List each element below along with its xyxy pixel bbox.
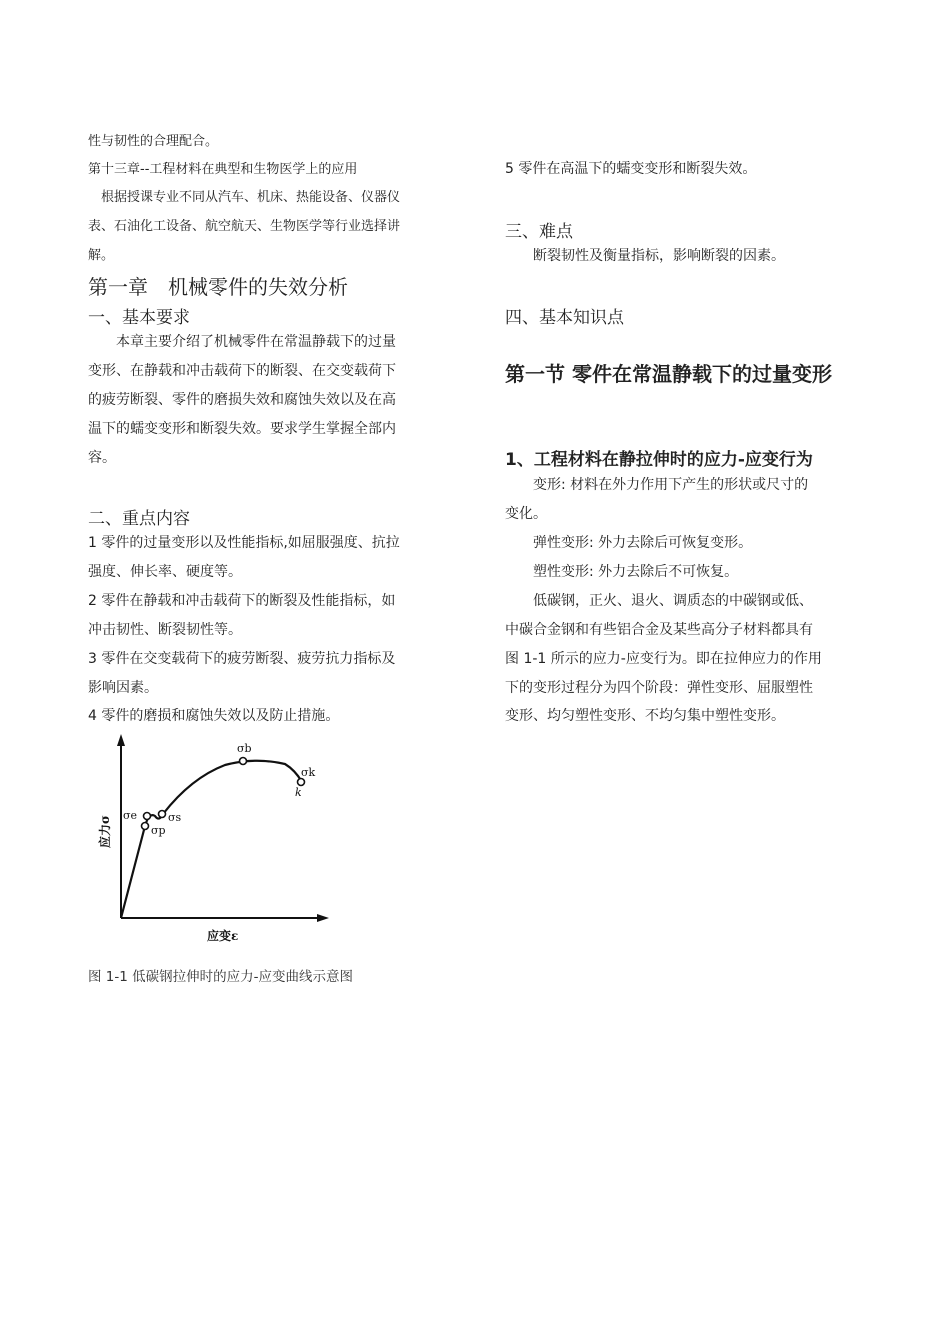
paragraph-line: 变化。: [505, 506, 547, 522]
list-item-line: 1 零件的过量变形以及性能指标,如屈服强度、抗拉: [88, 535, 400, 551]
point-b: [240, 758, 247, 765]
y-axis-label: 应力σ: [98, 815, 112, 848]
paragraph-line: 低碳钢，正火、退火、调质态的中碳钢或低、: [505, 593, 813, 609]
paragraph-line: 容。: [88, 450, 116, 466]
paragraph-line: 的疲劳断裂、零件的磨损失效和腐蚀失效以及在高: [88, 392, 396, 408]
paragraph-line: 变形: 材料在外力作用下产生的形状或尺寸的: [505, 477, 809, 493]
paragraph-line: 温下的蠕变变形和断裂失效。要求学生掌握全部内: [88, 421, 396, 437]
point-e: [144, 813, 151, 820]
intro-line: 性与韧性的合理配合。: [88, 134, 219, 149]
list-item-line: 强度、伸长率、硬度等。: [88, 564, 242, 580]
point-p: [142, 823, 149, 830]
list-item-line: 5 零件在高温下的蠕变变形和断裂失效。: [505, 161, 757, 177]
label-sigma-k: σk: [301, 766, 316, 779]
section-title-knowledge: 四、基本知识点: [505, 308, 624, 328]
label-sigma-s: σs: [168, 811, 182, 824]
point-s: [159, 811, 166, 818]
subsection-heading: 1、工程材料在静拉伸时的应力-应变行为: [505, 450, 813, 470]
paragraph-line: 变形、均匀塑性变形、不均匀集中塑性变形。: [505, 708, 785, 724]
paragraph-line: 变形、在静载和冲击载荷下的断裂、在交变载荷下: [88, 363, 396, 379]
y-axis-arrow: [117, 734, 125, 746]
x-axis-label: 应变ε: [207, 929, 239, 943]
paragraph-line: 塑性变形: 外力去除后不可恢复。: [505, 564, 739, 580]
section-title-difficulties: 三、难点: [505, 222, 573, 242]
paragraph-line: 断裂韧性及衡量指标，影响断裂的因素。: [505, 248, 785, 264]
section-title-key-points: 二、重点内容: [88, 509, 190, 529]
label-sigma-b: σb: [237, 742, 252, 755]
list-item-line: 4 零件的磨损和腐蚀失效以及防止措施。: [88, 708, 340, 724]
intro-line: 根据授课专业不同从汽车、机床、热能设备、仪器仪: [88, 190, 401, 205]
paragraph-line: 弹性变形: 外力去除后可恢复变形。: [505, 535, 753, 551]
section-title-requirements: 一、基本要求: [88, 308, 190, 328]
label-sigma-p: σp: [151, 824, 166, 837]
figure-caption: 图 1-1 低碳钢拉伸时的应力-应变曲线示意图: [88, 969, 354, 985]
list-item-line: 3 零件在交变载荷下的疲劳断裂、疲劳抗力指标及: [88, 651, 396, 667]
list-item-line: 2 零件在静载和冲击载荷下的断裂及性能指标，如: [88, 593, 396, 609]
paragraph-line: 中碳合金钢和有些铝合金及某些高分子材料都具有: [505, 622, 813, 638]
label-sigma-e: σe: [123, 809, 138, 822]
chapter-title: 第一章 机械零件的失效分析: [88, 275, 348, 299]
paragraph-line: 下的变形过程分为四个阶段：弹性变形、屈服塑性: [505, 680, 813, 696]
list-item-line: 冲击韧性、断裂韧性等。: [88, 622, 242, 638]
paragraph-line: 本章主要介绍了机械零件在常温静载下的过量: [88, 334, 396, 350]
section-heading: 第一节 零件在常温静载下的过量变形: [505, 362, 832, 386]
intro-line: 表、石油化工设备、航空航天、生物医学等行业选择讲: [88, 219, 401, 234]
paragraph-line: 图 1-1 所示的应力-应变行为。即在拉伸应力的作用: [505, 651, 822, 667]
x-axis-arrow: [317, 914, 329, 922]
label-k-point: k: [295, 786, 302, 799]
list-item-line: 影响因素。: [88, 680, 158, 696]
stress-strain-curve: [121, 761, 302, 918]
stress-strain-figure: [95, 730, 345, 945]
intro-line: 解。: [88, 248, 115, 263]
intro-line: 第十三章--工程材料在典型和生物医学上的应用: [88, 162, 358, 177]
point-k: [298, 779, 305, 786]
